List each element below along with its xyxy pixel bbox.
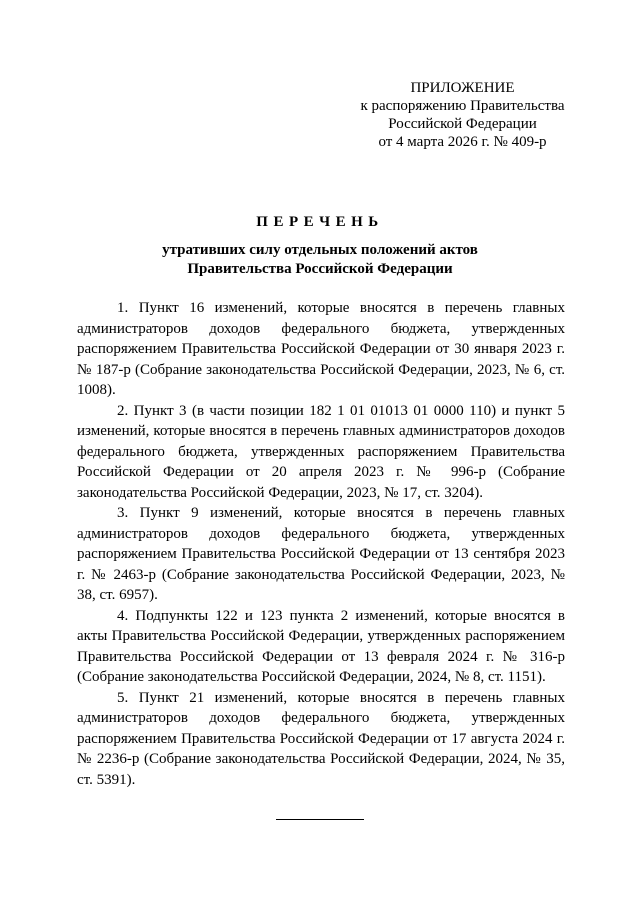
document-subtitle [0, 241, 640, 279]
subtitle-line-2: Правительства Российской Федерации [187, 261, 453, 277]
appendix-label: ПРИЛОЖЕНИЕ [410, 80, 515, 96]
items-list [77, 298, 565, 790]
list-item: 5. Пункт 21 изменений, которые вносятся в перечень главных администраторов доходов федерального бюджета, утвержденных распоряжением Правительства Российской Федерации от 17 августа 2024 г. № 2236-р (Собрание законодательства Российской Федерации, 2024, № 35, ст. 5391). [77, 689, 565, 788]
appendix-header [330, 79, 595, 151]
list-item: 1. Пункт 16 изменений, которые вносятся в перечень главных администраторов доходов федерального бюджета, утвержденных распоряжением Правительства Российской Федерации от 30 января 2023 г. № 187-р (Собрание законодательства Российской Федерации, 2023, № 6, ст. 1008). [77, 300, 565, 398]
appendix-to-order: к распоряжению Правительства [360, 98, 565, 114]
closing-divider [276, 819, 364, 820]
appendix-government: Российской Федерации [388, 116, 537, 132]
list-item: 2. Пункт 3 (в части позиции 182 1 01 01013 01 0000 110) и пункт 5 изменений, которые вносятся в перечень главных администраторов доходов федерального бюджета, утвержденных распоряжением Правительства Российской Федерации от 20 апреля 2023 г. № 996-р (Собрание законодательства Российской Федерации, 2023, № 17, ст. 3204). [77, 402, 565, 501]
list-item: 3. Пункт 9 изменений, которые вносятся в перечень главных администраторов доходов федерального бюджета, утвержденных распоряжением Правительства Российской Федерации от 13 сентября 2023 г. № 2463-р (Собрание законодательства Российской Федерации, 2023, № 38, ст. 6957). [77, 505, 565, 603]
list-item: 4. Подпункты 122 и 123 пункта 2 изменений, которые вносятся в акты Правительства Российской Федерации, утвержденных распоряжением Правительства Российской Федерации от 13 февраля 2024 г. № 316-р (Собрание законодательства Российской Федерации, 2024, № 8, ст. 1151). [77, 607, 565, 685]
appendix-date-number: от 4 марта 2026 г. № 409-р [378, 134, 547, 150]
document-title: ПЕРЕЧЕНЬ [256, 214, 384, 230]
subtitle-line-1: утративших силу отдельных положений актов [162, 242, 478, 258]
